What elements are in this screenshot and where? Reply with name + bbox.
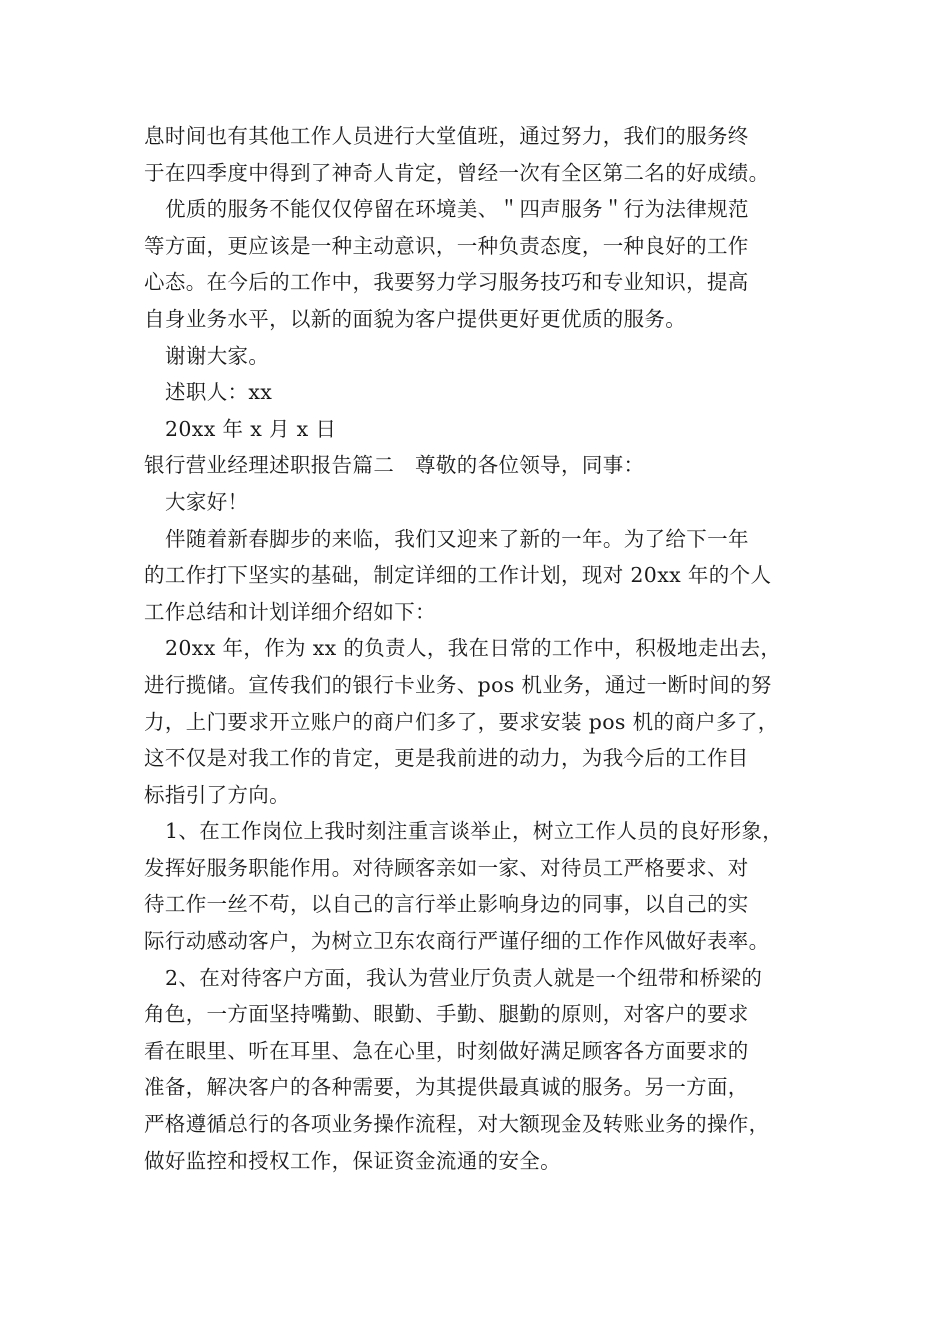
- text-line: 等方面，更应该是一种主动意识，一种负责态度，一种良好的工作: [144, 233, 749, 258]
- text-line: 优质的服务不能仅仅停留在环境美、＂四声服务＂行为法律规范: [165, 197, 749, 222]
- text-line: 待工作一丝不苟，以自己的言行举止影响身边的同事，以自己的实: [144, 892, 749, 917]
- text-line: 于在四季度中得到了神奇人肯定，曾经一次有全区第二名的好成绩。: [144, 160, 770, 185]
- text-line: 20xx 年 x 月 x 日: [165, 416, 337, 441]
- text-line: 的工作打下坚实的基础，制定详细的工作计划，现对 20xx 年的个人: [144, 563, 772, 588]
- text-line: 自身业务水平，以新的面貌为客户提供更好更优质的服务。: [144, 306, 687, 331]
- text-line: 做好监控和授权工作，保证资金流通的安全。: [144, 1148, 561, 1173]
- text-line: 息时间也有其他工作人员进行大堂值班，通过努力，我们的服务终: [144, 124, 749, 148]
- text-line: 银行营业经理述职报告篇二 尊敬的各位领导，同事：: [144, 453, 645, 478]
- document-page: [144, 118, 820, 1179]
- text-line: 看在眼里、听在耳里、急在心里，时刻做好满足顾客各方面要求的: [144, 1038, 749, 1063]
- text-line: 2、在对待客户方面，我认为营业厅负责人就是一个纽带和桥梁的: [165, 965, 763, 990]
- text-line: 标指引了方向。: [144, 782, 290, 807]
- text-line: 进行揽储。宣传我们的银行卡业务、pos 机业务，通过一断时间的努: [144, 672, 772, 697]
- text-line: 角色，一方面坚持嘴勤、眼勤、手勤、腿勤的原则，对客户的要求: [144, 1002, 749, 1027]
- text-line: 伴随着新春脚步的来临，我们又迎来了新的一年。为了给下一年: [165, 526, 749, 551]
- text-line: 准备，解决客户的各种需要，为其提供最真诚的服务。另一方面，: [144, 1075, 749, 1100]
- text-line: 工作总结和计划详细介绍如下：: [144, 599, 436, 624]
- text-line: 20xx 年，作为 xx 的负责人，我在日常的工作中，积极地走出去，: [165, 636, 782, 661]
- text-line: 力，上门要求开立账户的商户们多了，要求安装 pos 机的商户多了，: [144, 709, 779, 734]
- text-line: 心态。在今后的工作中，我要努力学习服务技巧和专业知识，提高: [144, 270, 749, 295]
- text-line: 严格遵循总行的各项业务操作流程，对大额现金及转账业务的操作，: [144, 1112, 770, 1137]
- text-line: 这不仅是对我工作的肯定，更是我前进的动力，为我今后的工作目: [144, 746, 749, 771]
- text-line: 述职人：xx: [165, 380, 273, 405]
- text-line: 发挥好服务职能作用。对待顾客亲如一家、对待员工严格要求、对: [144, 855, 749, 880]
- text-line: 大家好！: [165, 489, 249, 514]
- text-line: 际行动感动客户，为树立卫东农商行严谨仔细的工作作风做好表率。: [144, 929, 770, 954]
- text-line: 1、在工作岗位上我时刻注重言谈举止，树立工作人员的良好形象，: [165, 819, 784, 844]
- text-line: 谢谢大家。: [165, 343, 270, 368]
